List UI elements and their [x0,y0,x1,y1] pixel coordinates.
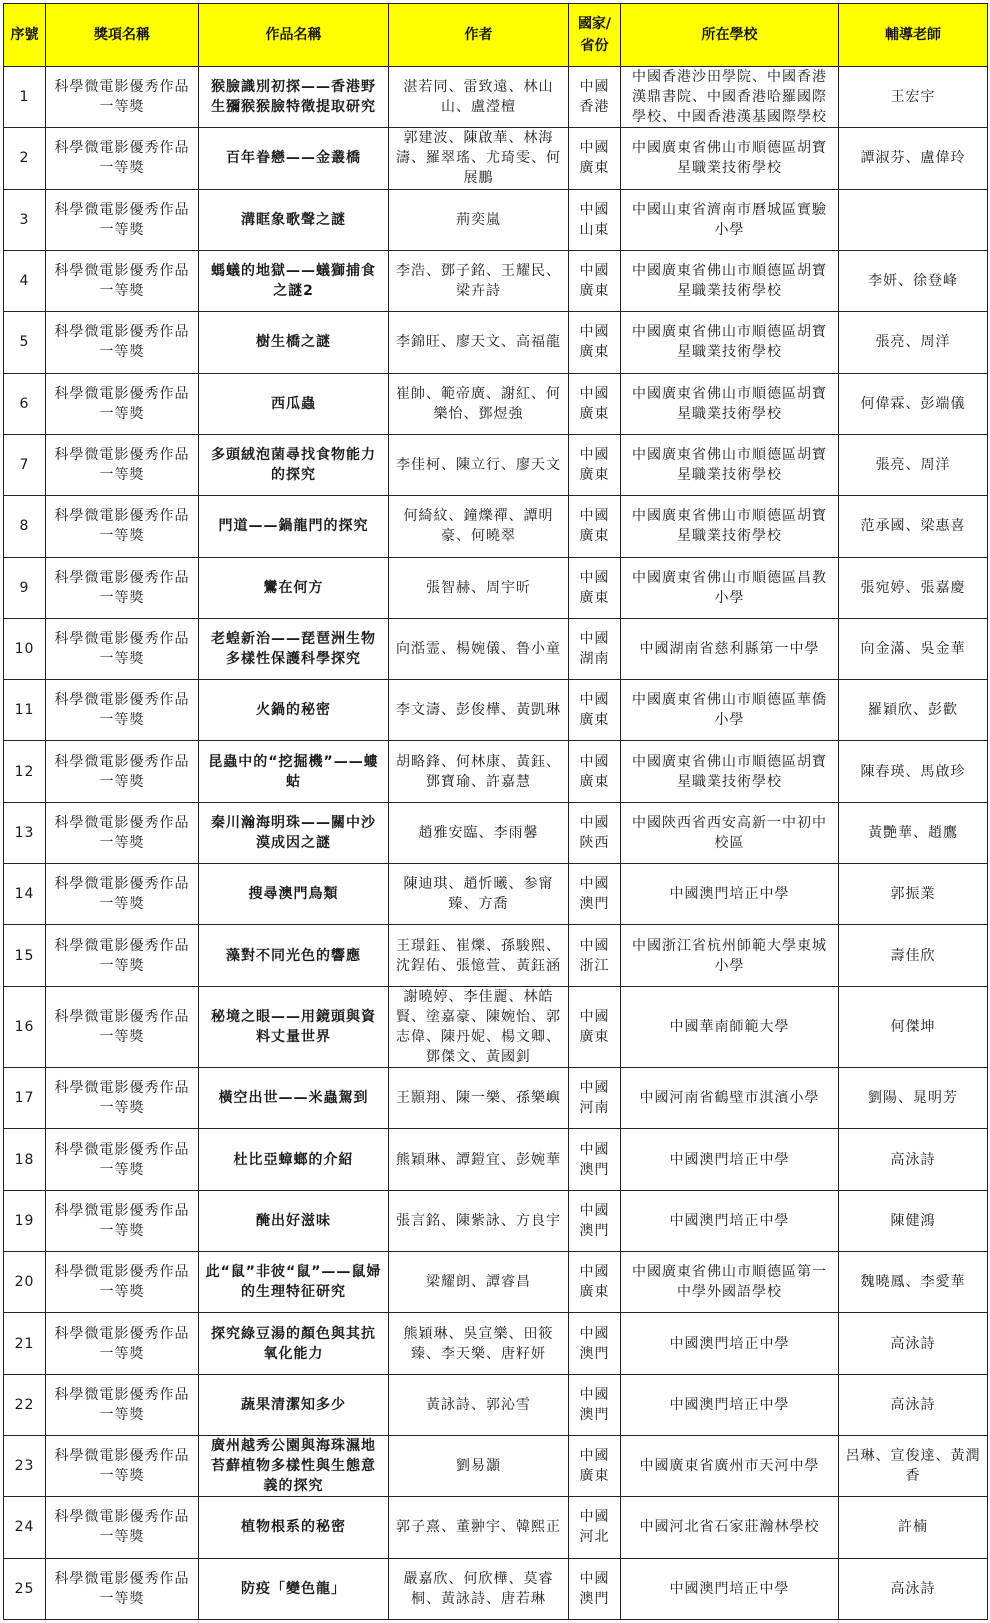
cell-seq: 9 [4,557,46,618]
table-row [4,680,988,741]
cell-region: 中國廣東 [569,741,621,802]
table-row [4,1190,988,1251]
header-school: 所在學校 [621,4,839,67]
header-row [4,4,988,67]
cell-award: 科學微電影優秀作品一等獎 [46,496,199,557]
cell-author: 張言銘、陳紫詠、方良宇 [389,1190,569,1251]
cell-teacher: 張亮、周洋 [839,312,988,373]
table-row [4,618,988,679]
cell-award: 科學微電影優秀作品一等獎 [46,1558,199,1619]
cell-author: 嚴嘉欣、何欣樺、莫睿桐、黃詠詩、唐若琳 [389,1558,569,1619]
cell-award: 科學微電影優秀作品一等獎 [46,373,199,434]
cell-school: 中國華南師範大學 [621,986,839,1067]
table-row [4,312,988,373]
cell-work: 百年眷戀——金叢橋 [199,128,389,189]
cell-school: 中國香港沙田學院、中國香港漢鼎書院、中國香港哈羅國際學校、中國香港漢基國際學校 [621,67,839,128]
cell-author: 劉易灝 [389,1435,569,1496]
cell-work: 鸞在何方 [199,557,389,618]
cell-award: 科學微電影優秀作品一等獎 [46,1374,199,1435]
cell-region: 中國廣東 [569,128,621,189]
table-row [4,1558,988,1619]
cell-author: 熊穎琳、譚鎧宜、彭婉華 [389,1129,569,1190]
header-seq: 序號 [4,4,46,67]
cell-region: 中國廣東 [569,557,621,618]
cell-region: 中國澳門 [569,864,621,925]
cell-work: 此“鼠”非彼“鼠”——鼠婦的生理特征研究 [199,1252,389,1313]
cell-teacher: 高泳詩 [839,1558,988,1619]
cell-region: 中國廣東 [569,312,621,373]
cell-award: 科學微電影優秀作品一等獎 [46,925,199,986]
cell-seq: 17 [4,1068,46,1129]
cell-region: 中國澳門 [569,1190,621,1251]
cell-seq: 13 [4,802,46,863]
cell-author: 李文濤、彭俊樺、黃凱琳 [389,680,569,741]
cell-author: 李錦旺、廖天文、高福龍 [389,312,569,373]
cell-award: 科學微電影優秀作品一等獎 [46,67,199,128]
cell-teacher: 李妍、徐登峰 [839,250,988,311]
table-row [4,1068,988,1129]
cell-region: 中國香港 [569,67,621,128]
header-teacher: 輔導老師 [839,4,988,67]
cell-teacher: 呂琳、宣俊達、黃潤香 [839,1435,988,1496]
cell-award: 科學微電影優秀作品一等獎 [46,189,199,250]
cell-award: 科學微電影優秀作品一等獎 [46,250,199,311]
cell-seq: 24 [4,1497,46,1558]
cell-region: 中國廣東 [569,680,621,741]
cell-author: 張智赫、周宇昕 [389,557,569,618]
cell-author: 崔帥、範帝廣、謝紅、何樂怡、鄧煜強 [389,373,569,434]
cell-work: 蔬果清潔知多少 [199,1374,389,1435]
cell-seq: 22 [4,1374,46,1435]
cell-teacher: 許楠 [839,1497,988,1558]
cell-award: 科學微電影優秀作品一等獎 [46,1435,199,1496]
cell-award: 科學微電影優秀作品一等獎 [46,557,199,618]
table-header [4,4,988,67]
cell-region: 中國山東 [569,189,621,250]
cell-teacher: 陳春瑛、馬啟珍 [839,741,988,802]
cell-school: 中國澳門培正中學 [621,1129,839,1190]
cell-school: 中國湖南省慈利縣第一中學 [621,618,839,679]
cell-work: 老蝗新治——琵琶洲生物多樣性保護科學探究 [199,618,389,679]
table-body [4,67,988,1620]
cell-author: 荊奕嵐 [389,189,569,250]
cell-award: 科學微電影優秀作品一等獎 [46,1497,199,1558]
cell-teacher: 張亮、周洋 [839,434,988,495]
cell-region: 中國澳門 [569,1374,621,1435]
table-row [4,1374,988,1435]
cell-author: 李佳柯、陳立行、廖天文 [389,434,569,495]
cell-work: 秦川瀚海明珠——關中沙漠成因之謎 [199,802,389,863]
table-row [4,925,988,986]
award-table [3,3,988,1620]
cell-school: 中國澳門培正中學 [621,1374,839,1435]
cell-region: 中國澳門 [569,1313,621,1374]
cell-school: 中國澳門培正中學 [621,1313,839,1374]
cell-school: 中國河北省石家莊瀚林學校 [621,1497,839,1558]
cell-school: 中國浙江省杭州師範大學東城小學 [621,925,839,986]
table-row [4,864,988,925]
cell-teacher: 張宛婷、張嘉慶 [839,557,988,618]
cell-teacher: 向金滿、吳金華 [839,618,988,679]
cell-school: 中國廣東省佛山市順德區華僑小學 [621,680,839,741]
cell-author: 胡略鋒、何林康、黃鈺、鄧寶瑜、許嘉慧 [389,741,569,802]
cell-award: 科學微電影優秀作品一等獎 [46,986,199,1067]
cell-seq: 23 [4,1435,46,1496]
cell-region: 中國廣東 [569,1435,621,1496]
table-row [4,802,988,863]
table-row [4,557,988,618]
cell-author: 黃詠詩、郭沁雪 [389,1374,569,1435]
cell-teacher: 譚淑芬、盧偉玲 [839,128,988,189]
cell-author: 王顥翔、陳一樂、孫樂嶼 [389,1068,569,1129]
cell-region: 中國河南 [569,1068,621,1129]
cell-award: 科學微電影優秀作品一等獎 [46,618,199,679]
cell-teacher: 高泳詩 [839,1374,988,1435]
cell-award: 科學微電影優秀作品一等獎 [46,1313,199,1374]
table-row [4,373,988,434]
cell-work: 螞蟻的地獄——蟻獅捕食之謎2 [199,250,389,311]
cell-school: 中國廣東省佛山市順德區胡寶星職業技術學校 [621,496,839,557]
table-row [4,250,988,311]
cell-school: 中國廣東省廣州市天河中學 [621,1435,839,1496]
cell-school: 中國陝西省西安高新一中初中校區 [621,802,839,863]
table-row [4,67,988,128]
table-row [4,1252,988,1313]
cell-award: 科學微電影優秀作品一等獎 [46,434,199,495]
cell-seq: 1 [4,67,46,128]
cell-work: 多頭絨泡菌尋找食物能力的探究 [199,434,389,495]
cell-teacher: 范承國、梁惠喜 [839,496,988,557]
header-region: 國家/省份 [569,4,621,67]
cell-author: 李浩、鄧子銘、王耀民、梁卉詩 [389,250,569,311]
header-work: 作品名稱 [199,4,389,67]
cell-award: 科學微電影優秀作品一等獎 [46,1252,199,1313]
cell-author: 謝曉婷、李佳麗、林皓賢、塗嘉豪、陳婉怡、郭志偉、陳丹妮、楊文卿、鄧傑文、黃國釗 [389,986,569,1067]
cell-teacher: 黃艷華、趙鷹 [839,802,988,863]
cell-author: 熊穎琳、吳宣樂、田筱臻、李天樂、唐籽妍 [389,1313,569,1374]
cell-teacher: 何傑坤 [839,986,988,1067]
cell-award: 科學微電影優秀作品一等獎 [46,802,199,863]
cell-seq: 12 [4,741,46,802]
cell-region: 中國廣東 [569,496,621,557]
cell-region: 中國澳門 [569,1129,621,1190]
cell-seq: 21 [4,1313,46,1374]
header-author: 作者 [389,4,569,67]
cell-work: 植物根系的秘密 [199,1497,389,1558]
cell-work: 西瓜蟲 [199,373,389,434]
table-row [4,741,988,802]
cell-award: 科學微電影優秀作品一等獎 [46,680,199,741]
cell-school: 中國廣東省佛山市順德區胡寶星職業技術學校 [621,373,839,434]
cell-work: 橫空出世——米蟲駕到 [199,1068,389,1129]
cell-award: 科學微電影優秀作品一等獎 [46,1190,199,1251]
cell-work: 廣州越秀公園與海珠濕地苔蘚植物多樣性與生態意義的探究 [199,1435,389,1496]
cell-author: 陳迪琪、趙忻曦、参甯臻、方喬 [389,864,569,925]
table-row [4,128,988,189]
cell-school: 中國廣東省佛山市順德區胡寶星職業技術學校 [621,434,839,495]
cell-teacher: 王宏宇 [839,67,988,128]
cell-work: 猴臉識別初探——香港野生獼猴猴臉特徵提取研究 [199,67,389,128]
cell-school: 中國河南省鶴壁市淇濱小學 [621,1068,839,1129]
table-row [4,986,988,1067]
cell-work: 昆蟲中的“挖掘機”——螻蛄 [199,741,389,802]
cell-region: 中國澳門 [569,1558,621,1619]
table-row [4,1497,988,1558]
cell-work: 藻對不同光色的響應 [199,925,389,986]
cell-seq: 25 [4,1558,46,1619]
cell-seq: 4 [4,250,46,311]
cell-work: 探究綠豆湯的顏色與其抗氧化能力 [199,1313,389,1374]
cell-seq: 11 [4,680,46,741]
cell-teacher: 壽佳欣 [839,925,988,986]
cell-teacher: 羅穎欣、彭歡 [839,680,988,741]
cell-seq: 19 [4,1190,46,1251]
cell-teacher: 陳健鴻 [839,1190,988,1251]
cell-work: 搜尋澳門鳥類 [199,864,389,925]
cell-teacher: 何偉霖、彭端儀 [839,373,988,434]
table-row [4,1435,988,1496]
cell-award: 科學微電影優秀作品一等獎 [46,312,199,373]
cell-region: 中國廣東 [569,250,621,311]
cell-teacher: 魏曉鳳、李愛華 [839,1252,988,1313]
cell-author: 郭建波、陳啟華、林海濤、羅翠瑤、尤琦雯、何展鵬 [389,128,569,189]
cell-region: 中國浙江 [569,925,621,986]
cell-school: 中國廣東省佛山市順德區胡寶星職業技術學校 [621,250,839,311]
cell-school: 中國澳門培正中學 [621,1190,839,1251]
cell-school: 中國澳門培正中學 [621,1558,839,1619]
cell-school: 中國澳門培正中學 [621,864,839,925]
table-row [4,496,988,557]
cell-work: 秘境之眼——用鏡頭與資料丈量世界 [199,986,389,1067]
cell-seq: 18 [4,1129,46,1190]
cell-author: 何綺紋、鐘爍禪、譚明豪、何曉翠 [389,496,569,557]
cell-region: 中國河北 [569,1497,621,1558]
cell-author: 趙雅安臨、李雨馨 [389,802,569,863]
cell-award: 科學微電影優秀作品一等獎 [46,128,199,189]
cell-seq: 3 [4,189,46,250]
cell-work: 杜比亞蟑螂的介紹 [199,1129,389,1190]
cell-school: 中國廣東省佛山市順德區昌教小學 [621,557,839,618]
cell-school: 中國廣東省佛山市順德區胡寶星職業技術學校 [621,128,839,189]
cell-teacher: 高泳詩 [839,1313,988,1374]
header-award: 獎項名稱 [46,4,199,67]
cell-teacher: 高泳詩 [839,1129,988,1190]
cell-work: 門道——鍋龍門的探究 [199,496,389,557]
cell-author: 郭子熹、董翀宇、韓熙正 [389,1497,569,1558]
cell-seq: 10 [4,618,46,679]
cell-region: 中國廣東 [569,434,621,495]
table-row [4,434,988,495]
cell-work: 樹生橋之謎 [199,312,389,373]
cell-author: 湛若同、雷致遠、林山山、盧瀅檀 [389,67,569,128]
cell-award: 科學微電影優秀作品一等獎 [46,1068,199,1129]
cell-seq: 15 [4,925,46,986]
table-row [4,189,988,250]
cell-teacher: 劉陽、晁明芳 [839,1068,988,1129]
cell-region: 中國廣東 [569,373,621,434]
cell-seq: 14 [4,864,46,925]
cell-work: 溝眶象歌聲之謎 [199,189,389,250]
cell-region: 中國湖南 [569,618,621,679]
cell-author: 梁耀朗、譚睿昌 [389,1252,569,1313]
cell-work: 防疫「變色龍」 [199,1558,389,1619]
cell-seq: 6 [4,373,46,434]
cell-seq: 2 [4,128,46,189]
cell-teacher [839,189,988,250]
cell-seq: 20 [4,1252,46,1313]
cell-seq: 8 [4,496,46,557]
cell-school: 中國廣東省佛山市順德區胡寶星職業技術學校 [621,312,839,373]
cell-school: 中國山東省濟南市曆城區實驗小學 [621,189,839,250]
cell-author: 王璟鈺、崔爍、孫駿熙、沈鋥佑、張憶萱、黃鈺涵 [389,925,569,986]
table-row [4,1129,988,1190]
table-row [4,1313,988,1374]
cell-work: 醃出好滋味 [199,1190,389,1251]
cell-school: 中國廣東省佛山市順德區第一中學外國語學校 [621,1252,839,1313]
cell-seq: 7 [4,434,46,495]
cell-region: 中國廣東 [569,986,621,1067]
cell-seq: 16 [4,986,46,1067]
cell-award: 科學微電影優秀作品一等獎 [46,741,199,802]
cell-region: 中國廣東 [569,1252,621,1313]
cell-work: 火鍋的秘密 [199,680,389,741]
cell-school: 中國廣東省佛山市順德區胡寶星職業技術學校 [621,741,839,802]
cell-award: 科學微電影優秀作品一等獎 [46,1129,199,1190]
cell-award: 科學微電影優秀作品一等獎 [46,864,199,925]
cell-region: 中國陝西 [569,802,621,863]
cell-teacher: 郭振業 [839,864,988,925]
cell-author: 向湉霊、楊婉儀、鲁小童 [389,618,569,679]
cell-seq: 5 [4,312,46,373]
